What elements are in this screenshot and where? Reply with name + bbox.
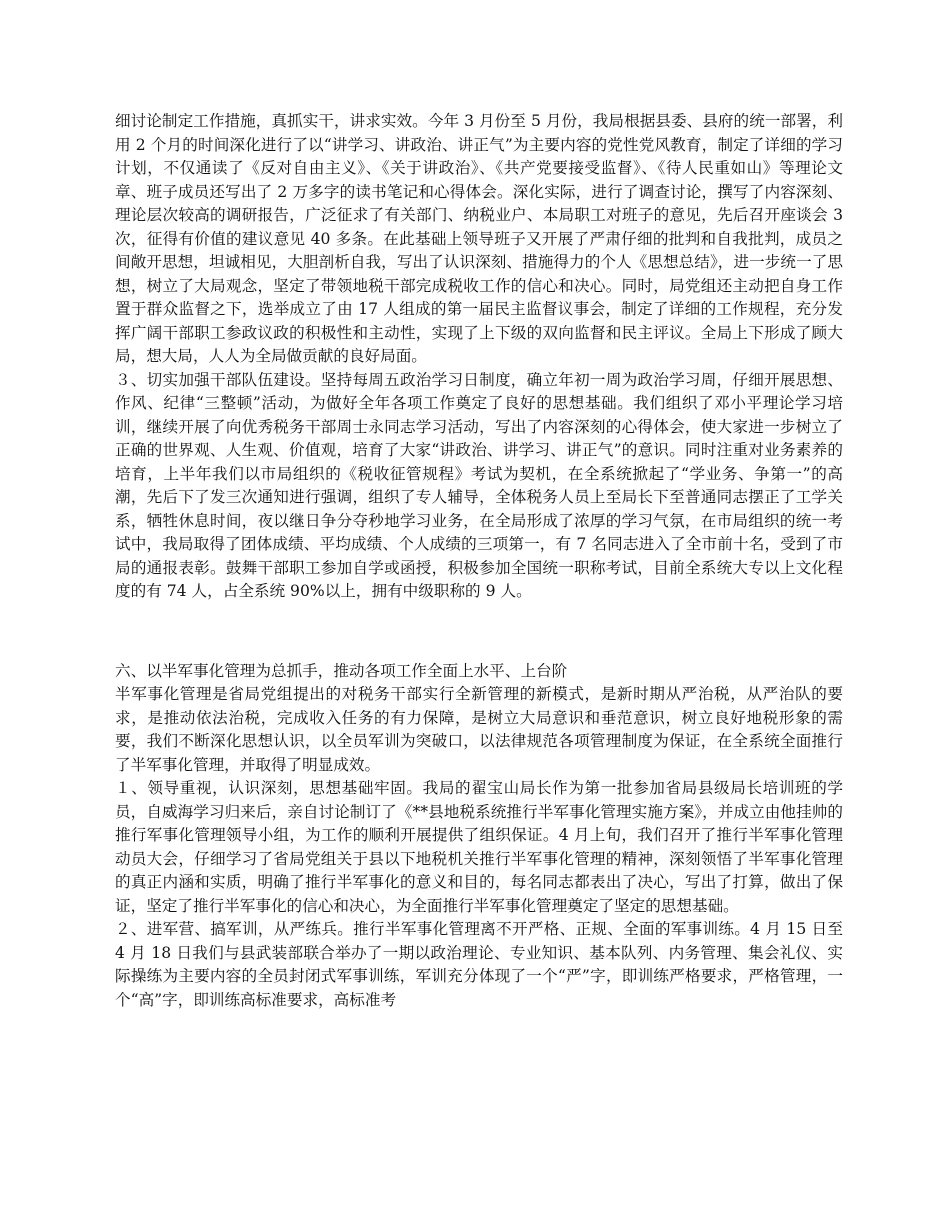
document-page	[115, 110, 843, 1012]
paragraph-party-education: 细讨论制定工作措施，真抓实干，讲求实效。今年 3 月份至 5 月份，我局根据县委、县府的统一部署，利用 2 个月的时间深化进行了以“讲学习、讲政治、讲正气”为主要内容的党性党风教育，制定了详细的学习计划，不仅通读了《反对自由主义》、《关于讲政治》、《共产党要接受监督》、《待人民重如山》等理论文章、班子成员还写出了 2 万多字的读书笔记和心得体会。深化实际，进行了调查讨论，撰写了内容深刻、理论层次较高的调研报告，广泛征求了有关部门、纳税业户、本局职工对班子的意见，先后召开座谈会 3 次，征得有价值的建议意见 40 多条。在此基础上领导班子又开展了严肃仔细的批判和自我批判，成员之间敞开思想，坦诚相见，大胆剖析自我，写出了认识深刻、措施得力的个人《思想总结》，进一步统一了思想，树立了大局观念，坚定了带领地税干部完成税收工作的信心和决心。同时，局党组还主动把自身工作置于群众监督之下，选举成立了由 17 人组成的第一届民主监督议事会，制定了详细的工作规程，充分发挥广阔干部职工参政议政的积极性和主动性，实现了上下级的双向监督和民主评议。全局上下形成了顾大局，想大局，人人为全局做贡献的良好局面。	[115, 112, 843, 365]
paragraph-military-training: ２、进军营、搞军训，从严练兵。推行半军事化管理离不开严格、正规、全面的军事训练。4 月 15 日至 4 月 18 日我们与县武装部联合举办了一期以政治理论、专业知识、基本队列、内务管理、集会礼仪、实际操练为主要内容的全员封闭式军事训练，军训充分体现了一个“严”字，即训练严格要求，严格管理，一个“高”字，即训练高标准要求，高标准考	[115, 920, 843, 1009]
section-spacer	[115, 604, 843, 660]
paragraph-cadre-building: ３、切实加强干部队伍建设。坚持每周五政治学习日制度，确立年初一周为政治学习周，仔细开展思想、作风、纪律“三整顿”活动，为做好全年各项工作奠定了良好的思想基础。我们组织了邓小平理论学习培训，继续开展了向优秀税务干部周士永同志学习活动，写出了内容深刻的心得体会，使大家进一步树立了正确的世界观、人生观、价值观，培育了大家“讲政治、讲学习、讲正气”的意识。同时注重对业务素养的培育，上半年我们以市局组织的《税收征管规程》考试为契机，在全系统掀起了“学业务、争第一”的高潮，先后下了发三次通知进行强调，组织了专人辅导，全体税务人员上至局长下至普通同志摆正了工学关系，牺牲休息时间，夜以继日争分夺秒地学习业务，在全局形成了浓厚的学习气氛，在市局组织的统一考试中，我局取得了团体成绩、平均成绩、个人成绩的三项第一，有 7 名同志进入了全市前十名，受到了市局的通报表彰。鼓舞干部职工参加自学或函授，积极参加全国统一职称考试，目前全系统大专以上文化程度的有 74 人，占全系统 90%以上，拥有中级职称的 9 人。	[115, 370, 843, 600]
paragraph-semi-military-intro: 半军事化管理是省局党组提出的对税务干部实行全新管理的新模式，是新时期从严治税，从严治队的要求，是推动依法治税，完成收入任务的有力保障，是树立大局意识和垂范意识，树立良好地税形象的需要，我们不断深化思想认识，以全员军训为突破口，以法律规范各项管理制度为保证，在全系统全面推行了半军事化管理，并取得了明显成效。	[115, 685, 843, 774]
paragraph-leadership: １、领导重视，认识深刻，思想基础牢固。我局的翟宝山局长作为第一批参加省局县级局长培训班的学员，自威海学习归来后，亲自讨论制订了《**县地税系统推行半军事化管理实施方案》，并成立由他挂帅的推行军事化管理领导小组，为工作的顺利开展提供了组织保证。4 月上旬，我们召开了推行半军事化管理动员大会，仔细学习了省局党组关于县以下地税机关推行半军事化管理的精神，深刻领悟了半军事化管理的真正内涵和实质，明确了推行半军事化的意义和目的，每名同志都表出了决心，写出了打算，做出了保证，坚定了推行半军事化的信心和决心，为全面推行半军事化管理奠定了坚定的思想基础。	[115, 779, 843, 915]
section-heading-semi-military: 六、以半军事化管理为总抓手，推动各项工作全面上水平、上台阶	[115, 661, 568, 680]
